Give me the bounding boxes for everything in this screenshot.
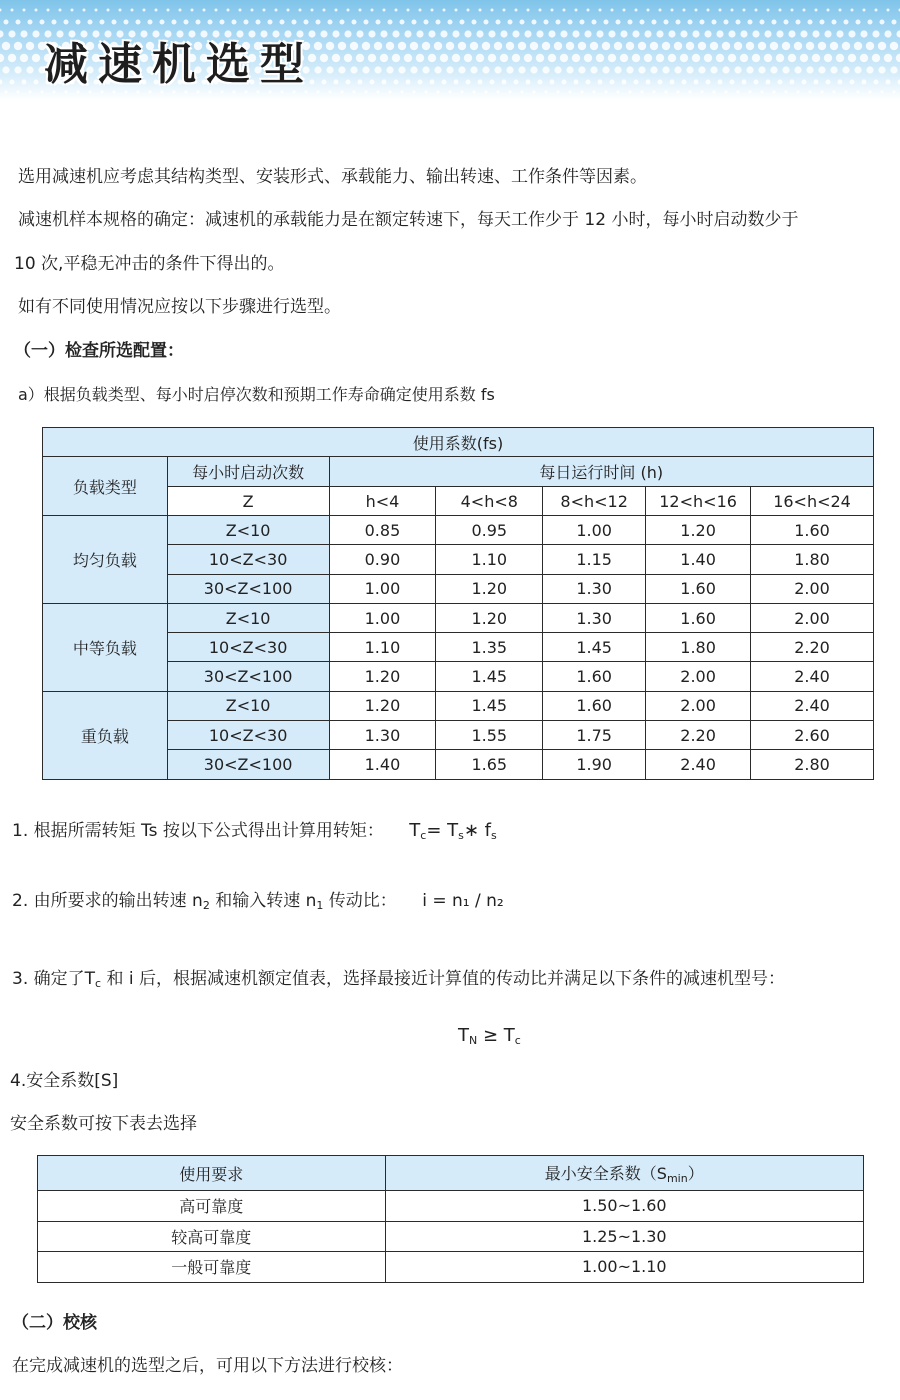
section2-text: 在完成减速机的选型之后，可用以下方法进行校核： xyxy=(12,1356,403,1376)
fs-value: 1.45 xyxy=(436,662,543,691)
fs-value: 1.20 xyxy=(329,691,436,720)
fs-header-hour-range: 12<h<16 xyxy=(646,487,751,516)
step3-formula: $T_N \ge T_c$ xyxy=(458,1025,521,1047)
fs-value: 1.00 xyxy=(329,574,436,603)
fs-value: 1.20 xyxy=(436,603,543,632)
fs-value: 1.60 xyxy=(646,574,751,603)
fs-value: 1.60 xyxy=(543,662,646,691)
safety-requirement: 较高可靠度 xyxy=(38,1221,386,1252)
fs-value: 1.00 xyxy=(329,603,436,632)
fs-z-range: 30<Z<100 xyxy=(167,750,329,779)
fs-value: 1.65 xyxy=(436,750,543,779)
safety-value: 1.25~1.30 xyxy=(385,1221,863,1252)
safety-header-requirement: 使用要求 xyxy=(38,1156,386,1191)
fs-table-row xyxy=(43,545,874,574)
step4-title: 4.安全系数[S] xyxy=(10,1071,119,1091)
item-a-text: a）根据负载类型、每小时启停次数和预期工作寿命确定使用系数 fs xyxy=(18,385,495,404)
fs-load-type: 均匀负载 xyxy=(43,516,168,604)
fs-value: 2.20 xyxy=(751,633,874,662)
fs-value: 1.10 xyxy=(436,545,543,574)
fs-value: 1.60 xyxy=(646,603,751,632)
fs-value: 2.00 xyxy=(751,574,874,603)
page-title: 减速机选型 xyxy=(44,39,314,90)
fs-value: 2.80 xyxy=(751,750,874,779)
fs-value: 1.20 xyxy=(329,662,436,691)
fs-value: 0.85 xyxy=(329,516,436,545)
safety-requirement: 一般可靠度 xyxy=(38,1252,386,1283)
fs-z-range: 30<Z<100 xyxy=(167,574,329,603)
fs-value: 1.40 xyxy=(329,750,436,779)
fs-z-range: 10<Z<30 xyxy=(167,545,329,574)
fs-value: 2.40 xyxy=(646,750,751,779)
safety-requirement: 高可靠度 xyxy=(38,1191,386,1222)
safety-row xyxy=(38,1252,864,1283)
fs-table-row xyxy=(43,574,874,603)
fs-title-row xyxy=(43,428,874,457)
fs-value: 2.00 xyxy=(646,662,751,691)
fs-header-z: Z xyxy=(167,487,329,516)
fs-value: 1.90 xyxy=(543,750,646,779)
section2-heading: （二）校核 xyxy=(12,1313,97,1333)
fs-z-range: 10<Z<30 xyxy=(167,721,329,750)
intro-paragraph-3: 如有不同使用情况应按以下步骤进行选型。 xyxy=(18,297,341,317)
fs-value: 2.00 xyxy=(646,691,751,720)
fs-value: 2.40 xyxy=(751,662,874,691)
fs-value: 1.15 xyxy=(543,545,646,574)
fs-subheader-row xyxy=(43,487,874,516)
fs-header-row xyxy=(43,457,874,487)
fs-value: 1.75 xyxy=(543,721,646,750)
fs-value: 2.60 xyxy=(751,721,874,750)
step3-line: 3. 确定了$T_c$ 和 i 后，根据减速机额定值表，选择最接近计算值的传动比并满足以下条件的减速机型号： xyxy=(12,969,786,990)
fs-z-range: 10<Z<30 xyxy=(167,633,329,662)
fs-value: 1.45 xyxy=(436,691,543,720)
fs-table-row xyxy=(43,691,874,720)
fs-value: 0.90 xyxy=(329,545,436,574)
fs-load-type: 中等负载 xyxy=(43,603,168,691)
fs-table-title: 使用系数(fs) xyxy=(43,428,874,457)
fs-value: 1.45 xyxy=(543,633,646,662)
fs-table-row xyxy=(43,750,874,779)
fs-z-range: Z<10 xyxy=(167,516,329,545)
fs-value: 2.40 xyxy=(751,691,874,720)
safety-value: 1.50~1.60 xyxy=(385,1191,863,1222)
fs-z-range: Z<10 xyxy=(167,691,329,720)
fs-header-hour-range: 4<h<8 xyxy=(436,487,543,516)
fs-value: 1.40 xyxy=(646,545,751,574)
fs-value: 1.30 xyxy=(543,574,646,603)
fs-value: 1.30 xyxy=(329,721,436,750)
step1-formula: $T_c=$ $T_s∗$ $f_s$ xyxy=(409,820,497,842)
service-factor-table xyxy=(42,427,874,780)
safety-header-min-factor: 最小安全系数$(S_{min})$ xyxy=(385,1156,863,1191)
fs-value: 1.35 xyxy=(436,633,543,662)
header-banner xyxy=(0,0,900,100)
fs-table-row xyxy=(43,516,874,545)
fs-value: 1.55 xyxy=(436,721,543,750)
fs-header-hour-range: 8<h<12 xyxy=(543,487,646,516)
safety-row xyxy=(38,1221,864,1252)
fs-header-starts: 每小时启动次数 xyxy=(167,457,329,487)
fs-value: 1.20 xyxy=(436,574,543,603)
fs-header-hour-range: h<4 xyxy=(329,487,436,516)
fs-value: 1.00 xyxy=(543,516,646,545)
step1-line xyxy=(12,820,497,847)
fs-value: 1.60 xyxy=(751,516,874,545)
safety-row xyxy=(38,1191,864,1222)
fs-z-range: 30<Z<100 xyxy=(167,662,329,691)
fs-value: 1.80 xyxy=(751,545,874,574)
fs-value: 2.00 xyxy=(751,603,874,632)
fs-table-row xyxy=(43,633,874,662)
fs-table-row xyxy=(43,721,874,750)
fs-header-load-type: 负载类型 xyxy=(43,457,168,516)
fs-value: 1.20 xyxy=(646,516,751,545)
step4-desc: 安全系数可按下表去选择 xyxy=(10,1114,197,1134)
fs-value: 2.20 xyxy=(646,721,751,750)
fs-value: 1.30 xyxy=(543,603,646,632)
intro-paragraph-2a: 减速机样本规格的确定：减速机的承载能力是在额定转速下，每天工作少于 12 小时，每小时启动数少于 xyxy=(18,210,799,230)
fs-table-row xyxy=(43,662,874,691)
intro-paragraph-1: 选用减速机应考虑其结构类型、安装形式、承载能力、输出转速、工作条件等因素。 xyxy=(18,167,647,187)
fs-value: 1.80 xyxy=(646,633,751,662)
fs-header-hour-range: 16<h<24 xyxy=(751,487,874,516)
fs-value: 0.95 xyxy=(436,516,543,545)
fs-z-range: Z<10 xyxy=(167,603,329,632)
fs-table-row xyxy=(43,603,874,632)
step2-line: 2. 由所要求的输出转速 $n_2$ 和输入转速 $n_1$ 传动比： i = n₁ / n₂ xyxy=(12,891,504,912)
intro-paragraph-2b: 10 次,平稳无冲击的条件下得出的。 xyxy=(14,254,285,274)
fs-header-hours: 每日运行时间 (h) xyxy=(329,457,873,487)
fs-value: 1.60 xyxy=(543,691,646,720)
safety-value: 1.00~1.10 xyxy=(385,1252,863,1283)
section1-heading: （一）检查所选配置： xyxy=(14,341,184,361)
safety-factor-table xyxy=(37,1155,864,1283)
fs-value: 1.10 xyxy=(329,633,436,662)
fs-load-type: 重负载 xyxy=(43,691,168,779)
step2-formula: i = n₁ / n₂ xyxy=(422,891,504,911)
step1-text: 1. 根据所需转矩 Ts 按以下公式得出计算用转矩： xyxy=(12,821,384,841)
